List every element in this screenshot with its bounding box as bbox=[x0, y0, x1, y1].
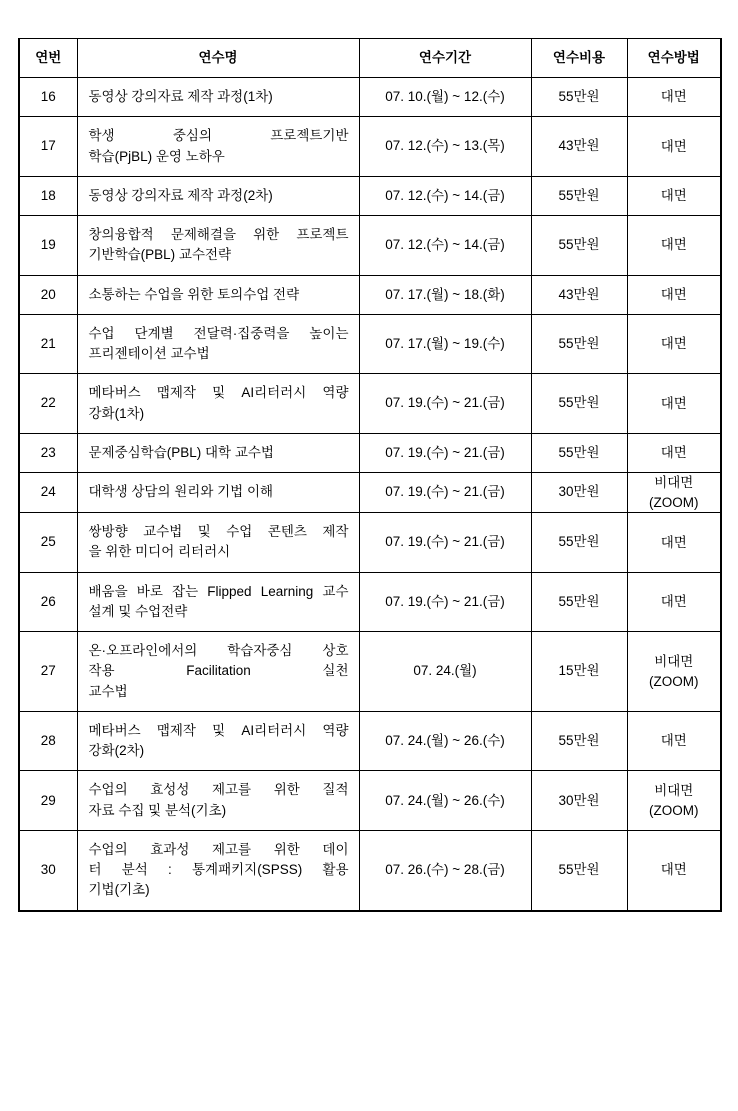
cell-course-cost: 55만원 bbox=[531, 513, 627, 573]
course-name-line: 쌍방향 교수법 및 수업 콘텐츠 제작 bbox=[88, 524, 349, 540]
cell-course-mode bbox=[627, 433, 721, 472]
table-row bbox=[19, 771, 721, 831]
cell-course-number: 23 bbox=[19, 433, 77, 472]
cell-course-term: 07. 10.(월) ~ 12.(수) bbox=[359, 78, 531, 117]
table-row bbox=[19, 473, 721, 513]
cell-course-term: 07. 24.(월) ~ 26.(수) bbox=[359, 771, 531, 831]
cell-course-mode bbox=[627, 711, 721, 771]
course-mode-line: 대면 bbox=[660, 445, 687, 461]
cell-course-mode bbox=[627, 632, 721, 712]
table-row bbox=[19, 78, 721, 117]
cell-course-name bbox=[77, 830, 359, 910]
cell-course-mode bbox=[627, 771, 721, 831]
cell-course-name bbox=[77, 176, 359, 215]
course-name-line: 수업의 효성성 제고를 위한 질적 bbox=[88, 782, 349, 798]
cell-course-number: 29 bbox=[19, 771, 77, 831]
cell-course-term: 07. 17.(월) ~ 19.(수) bbox=[359, 314, 531, 374]
table-body bbox=[19, 78, 721, 911]
cell-course-cost: 55만원 bbox=[531, 216, 627, 276]
course-name-line: 기법(기초) bbox=[88, 882, 150, 898]
cell-course-name bbox=[77, 513, 359, 573]
table-row bbox=[19, 830, 721, 910]
column-header-mode: 연수방법 bbox=[627, 39, 721, 78]
cell-course-term: 07. 26.(수) ~ 28.(금) bbox=[359, 830, 531, 910]
column-header-cost: 연수비용 bbox=[531, 39, 627, 78]
cell-course-cost: 55만원 bbox=[531, 711, 627, 771]
course-name-line: 동영상 강의자료 제작 과정(1차) bbox=[88, 89, 273, 104]
cell-course-number: 28 bbox=[19, 711, 77, 771]
course-name-line: 설계 및 수업전략 bbox=[88, 603, 188, 619]
cell-course-term: 07. 12.(수) ~ 14.(금) bbox=[359, 216, 531, 276]
cell-course-term: 07. 19.(수) ~ 21.(금) bbox=[359, 473, 531, 513]
course-mode-line: 대면 bbox=[660, 336, 687, 352]
course-name-line: 학생 중심의 프로젝트기반 bbox=[88, 128, 349, 144]
course-mode-line: 대면 bbox=[660, 733, 687, 749]
course-mode-line: (ZOOM) bbox=[649, 494, 699, 510]
cell-course-number: 27 bbox=[19, 632, 77, 712]
course-name-line: 동영상 강의자료 제작 과정(2차) bbox=[88, 187, 273, 203]
cell-course-mode bbox=[627, 275, 721, 314]
cell-course-name bbox=[77, 314, 359, 374]
course-mode-line: (ZOOM) bbox=[649, 802, 699, 818]
course-mode-line: 대면 bbox=[660, 89, 687, 105]
cell-course-cost: 55만원 bbox=[531, 78, 627, 117]
cell-course-mode bbox=[627, 473, 721, 513]
course-name-line: 을 위한 미디어 리터러시 bbox=[88, 544, 231, 560]
course-name-line: 온·오프라인에서의 학습자중심 상호 bbox=[88, 643, 349, 659]
course-mode-line: 대면 bbox=[660, 286, 687, 302]
course-name-line: 수업의 효과성 제고를 위한 데이 bbox=[88, 841, 349, 857]
cell-course-term: 07. 17.(월) ~ 18.(화) bbox=[359, 275, 531, 314]
cell-course-number: 19 bbox=[19, 216, 77, 276]
cell-course-mode bbox=[627, 117, 721, 177]
cell-course-cost: 55만원 bbox=[531, 374, 627, 434]
cell-course-name bbox=[77, 78, 359, 117]
cell-course-number: 24 bbox=[19, 473, 77, 513]
cell-course-term: 07. 12.(수) ~ 14.(금) bbox=[359, 176, 531, 215]
column-header-name: 연수명 bbox=[77, 39, 359, 78]
cell-course-mode bbox=[627, 314, 721, 374]
cell-course-mode bbox=[627, 176, 721, 215]
cell-course-name bbox=[77, 216, 359, 276]
course-name-line: 자료 수집 및 분석(기초) bbox=[88, 802, 227, 818]
cell-course-term: 07. 19.(수) ~ 21.(금) bbox=[359, 433, 531, 472]
course-name-line: 대학생 상담의 원리와 기법 이해 bbox=[88, 484, 274, 500]
table-row bbox=[19, 275, 721, 314]
course-name-line: 교수법 bbox=[88, 683, 128, 699]
table-row bbox=[19, 117, 721, 177]
cell-course-mode bbox=[627, 78, 721, 117]
cell-course-mode bbox=[627, 830, 721, 910]
cell-course-name bbox=[77, 771, 359, 831]
cell-course-cost: 55만원 bbox=[531, 176, 627, 215]
course-name-line: 강화(2차) bbox=[88, 743, 145, 759]
cell-course-mode bbox=[627, 374, 721, 434]
cell-course-number: 26 bbox=[19, 572, 77, 632]
course-name-line: 강화(1차) bbox=[88, 405, 145, 421]
table-header-row bbox=[19, 39, 721, 78]
cell-course-name bbox=[77, 275, 359, 314]
cell-course-cost: 15만원 bbox=[531, 632, 627, 712]
course-mode-line: 대면 bbox=[660, 534, 687, 550]
cell-course-term: 07. 19.(수) ~ 21.(금) bbox=[359, 374, 531, 434]
cell-course-name bbox=[77, 374, 359, 434]
cell-course-number: 16 bbox=[19, 78, 77, 117]
course-mode-line: 대면 bbox=[660, 395, 687, 411]
table-row bbox=[19, 314, 721, 374]
cell-course-term: 07. 24.(월) ~ 26.(수) bbox=[359, 711, 531, 771]
table-row bbox=[19, 513, 721, 573]
table-row bbox=[19, 711, 721, 771]
cell-course-number: 25 bbox=[19, 513, 77, 573]
cell-course-mode bbox=[627, 572, 721, 632]
course-mode-line: 대면 bbox=[660, 188, 687, 204]
cell-course-cost: 55만원 bbox=[531, 433, 627, 472]
course-mode-line: 대면 bbox=[660, 862, 687, 878]
cell-course-name bbox=[77, 632, 359, 712]
course-name-line: 배움을 바로 잡는 Flipped Learning 교수 bbox=[88, 583, 349, 599]
cell-course-name bbox=[77, 473, 359, 513]
cell-course-name bbox=[77, 572, 359, 632]
course-mode-line: 비대면 bbox=[654, 653, 694, 669]
table-row bbox=[19, 632, 721, 712]
course-name-line: 작용 Facilitation 실천 bbox=[88, 663, 349, 679]
course-mode-line: (ZOOM) bbox=[649, 673, 699, 689]
cell-course-term: 07. 24.(월) bbox=[359, 632, 531, 712]
cell-course-number: 30 bbox=[19, 830, 77, 910]
course-mode-line: 대면 bbox=[660, 594, 687, 610]
training-course-table bbox=[18, 38, 722, 912]
course-name-line: 소통하는 수업을 위한 토의수업 전략 bbox=[88, 286, 300, 302]
course-mode-line: 대면 bbox=[660, 138, 687, 154]
cell-course-cost: 30만원 bbox=[531, 473, 627, 513]
cell-course-cost: 30만원 bbox=[531, 771, 627, 831]
cell-course-name bbox=[77, 433, 359, 472]
course-name-line: 메타버스 맵제작 및 AI리터러시 역량 bbox=[88, 385, 349, 401]
table-header bbox=[19, 39, 721, 78]
cell-course-cost: 43만원 bbox=[531, 275, 627, 314]
course-name-line: 문제중심학습(PBL) 대학 교수법 bbox=[88, 444, 274, 460]
course-mode-line: 대면 bbox=[660, 237, 687, 253]
course-name-line: 프리젠테이션 교수법 bbox=[88, 346, 210, 361]
table-row bbox=[19, 176, 721, 215]
table-row bbox=[19, 433, 721, 472]
cell-course-cost: 55만원 bbox=[531, 830, 627, 910]
cell-course-term: 07. 19.(수) ~ 21.(금) bbox=[359, 572, 531, 632]
course-name-line: 학습(PjBL) 운영 노하우 bbox=[88, 148, 225, 164]
cell-course-number: 18 bbox=[19, 176, 77, 215]
course-name-line: 터 분석 : 통계패키지(SPSS) 활용 bbox=[88, 862, 349, 878]
cell-course-cost: 43만원 bbox=[531, 117, 627, 177]
course-name-line: 창의융합적 문제해결을 위한 프로젝트 bbox=[88, 227, 349, 242]
cell-course-number: 20 bbox=[19, 275, 77, 314]
cell-course-number: 22 bbox=[19, 374, 77, 434]
column-header-no: 연번 bbox=[19, 39, 77, 78]
cell-course-term: 07. 12.(수) ~ 13.(목) bbox=[359, 117, 531, 177]
table-row bbox=[19, 374, 721, 434]
course-name-line: 수업 단계별 전달력·집중력을 높이는 bbox=[88, 325, 349, 341]
course-name-line: 메타버스 맵제작 및 AI리터러시 역량 bbox=[88, 722, 349, 738]
cell-course-mode bbox=[627, 513, 721, 573]
course-name-line: 기반학습(PBL) 교수전략 bbox=[88, 247, 232, 263]
course-mode-line: 비대면 bbox=[654, 475, 694, 490]
cell-course-name bbox=[77, 711, 359, 771]
cell-course-number: 17 bbox=[19, 117, 77, 177]
cell-course-mode bbox=[627, 216, 721, 276]
cell-course-term: 07. 19.(수) ~ 21.(금) bbox=[359, 513, 531, 573]
table-row bbox=[19, 572, 721, 632]
cell-course-cost: 55만원 bbox=[531, 314, 627, 374]
course-mode-line: 비대면 bbox=[654, 783, 694, 799]
column-header-term: 연수기간 bbox=[359, 39, 531, 78]
cell-course-name bbox=[77, 117, 359, 177]
cell-course-number: 21 bbox=[19, 314, 77, 374]
cell-course-cost: 55만원 bbox=[531, 572, 627, 632]
table-row bbox=[19, 216, 721, 276]
